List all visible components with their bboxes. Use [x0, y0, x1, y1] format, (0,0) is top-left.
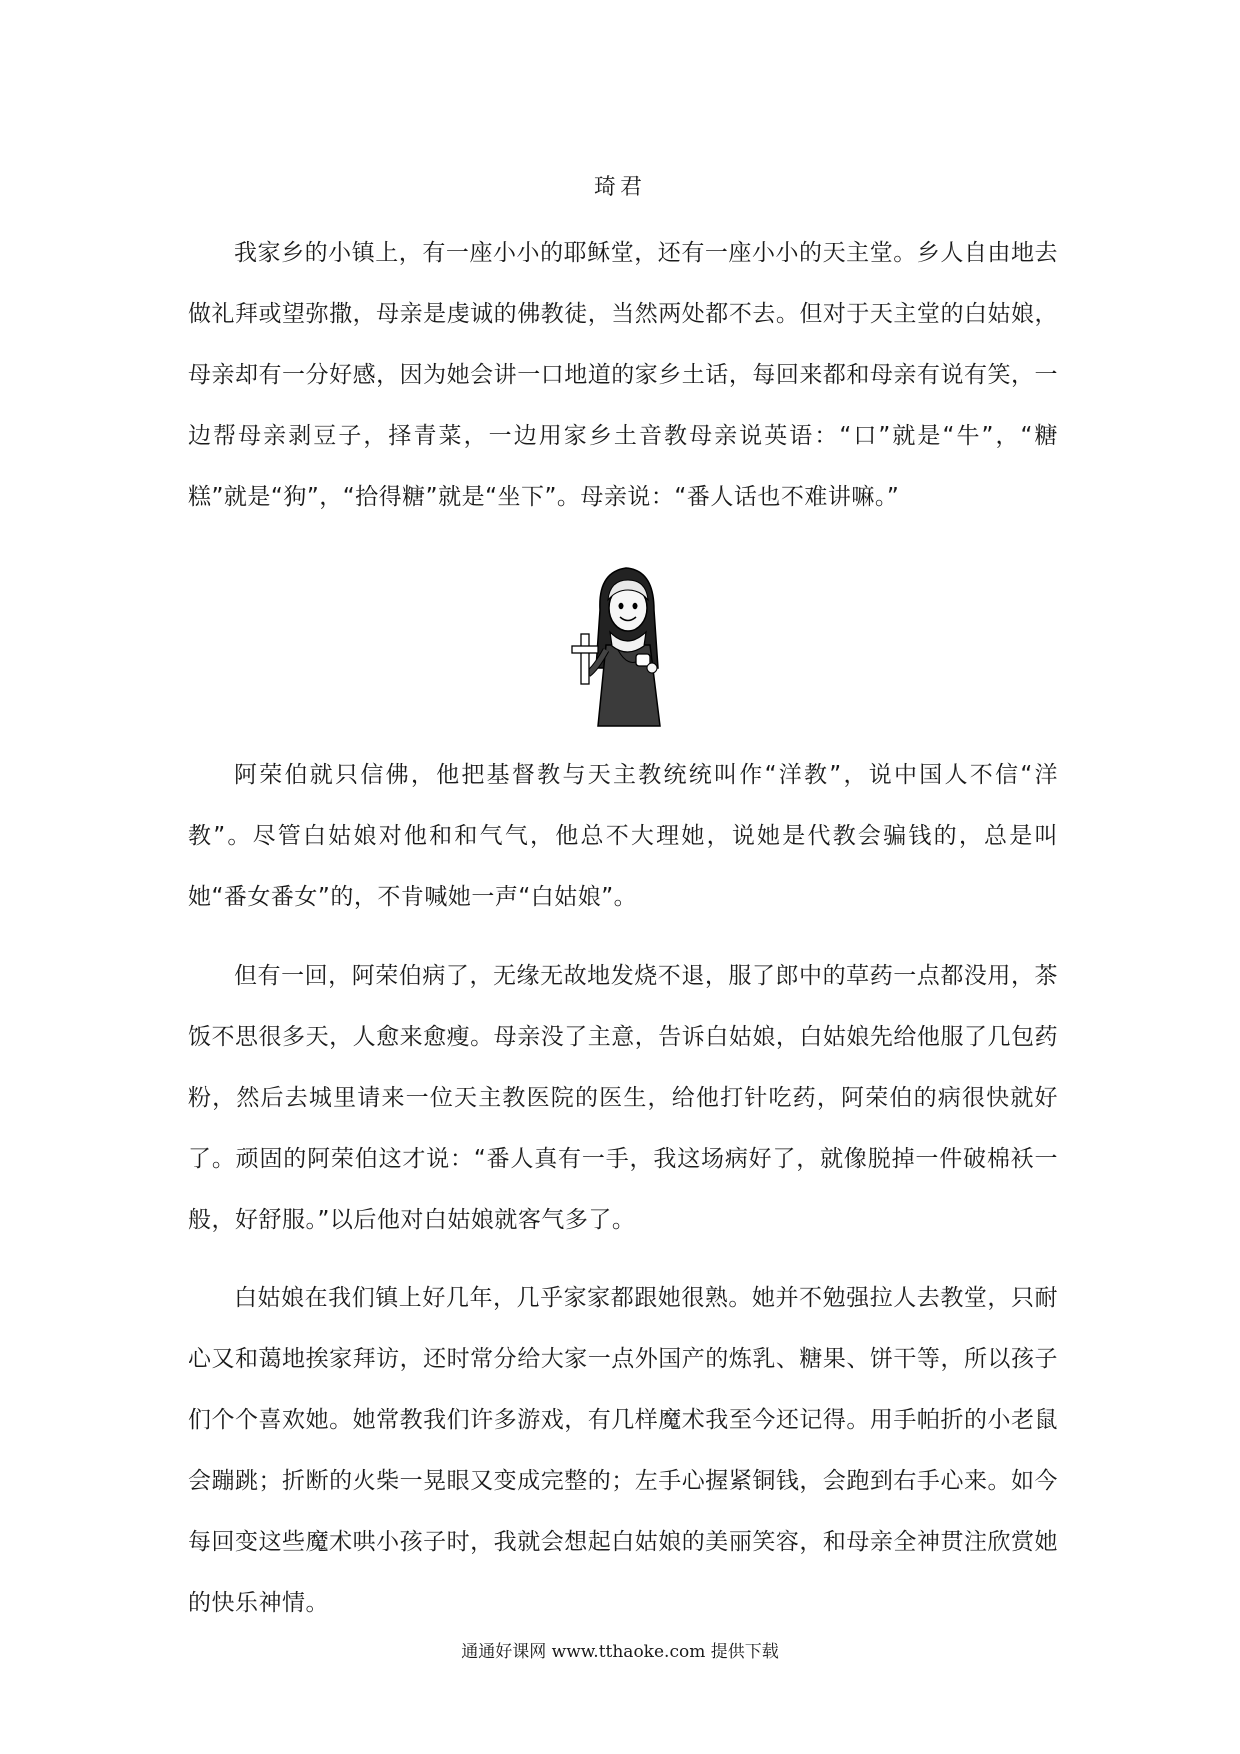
- nun-illustration: [570, 550, 680, 730]
- paragraph-3: 但有一回，阿荣伯病了，无缘无故地发烧不退，服了郎中的草药一点都没用，茶饭不思很多天，人愈来愈瘦。母亲没了主意，告诉白姑娘，白姑娘先给他服了几包药粉，然后去城里请来一位天主教医院的医生，给他打针吃药，阿荣伯的病很快就好了。顽固的阿荣伯这才说：“番人真有一手，我这场病好了，就像脱掉一件破棉袄一般，好舒服。”以后他对白姑娘就客气多了。: [188, 963, 1058, 1233]
- paragraph-2: 阿荣伯就只信佛，他把基督教与天主教统统叫作“洋教”，说中国人不信“洋教”。尽管白姑娘对他和和气气，他总不大理她，说她是代教会骗钱的，总是叫她“番女番女”的，不肯喊她一声“白姑娘”。: [188, 762, 1058, 910]
- paragraph-1: 我家乡的小镇上，有一座小小的耶稣堂，还有一座小小的天主堂。乡人自由地去做礼拜或望弥撒，母亲是虔诚的佛教徒，当然两处都不去。但对于天主堂的白姑娘，母亲却有一分好感，因为她会讲一口地道的家乡土话，每回来都和母亲有说有笑，一边帮母亲剥豆子，择青菜，一边用家乡土音教母亲说英语：“口”就是“牛”，“糖糕”就是“狗”，“拾得糖”就是“坐下”。母亲说：“番人话也不难讲嘛。”: [188, 240, 1058, 510]
- author-name: 琦君: [593, 175, 646, 200]
- paragraph-4: 白姑娘在我们镇上好几年，几乎家家都跟她很熟。她并不勉强拉人去教堂，只耐心又和蔼地挨家拜访，还时常分给大家一点外国产的炼乳、糖果、饼干等，所以孩子们个个喜欢她。她常教我们许多游戏，有几样魔术我至今还记得。用手帕折的小老鼠会蹦跳；折断的火柴一晃眼又变成完整的；左手心握紧铜钱，会跑到右手心来。如今每回变这些魔术哄小孩子时，我就会想起白姑娘的美丽笑容，和母亲全神贯注欣赏她的快乐神情。: [188, 1285, 1058, 1616]
- page-footer: 通通好课网 www.tthaoke.com 提供下载: [461, 1642, 779, 1662]
